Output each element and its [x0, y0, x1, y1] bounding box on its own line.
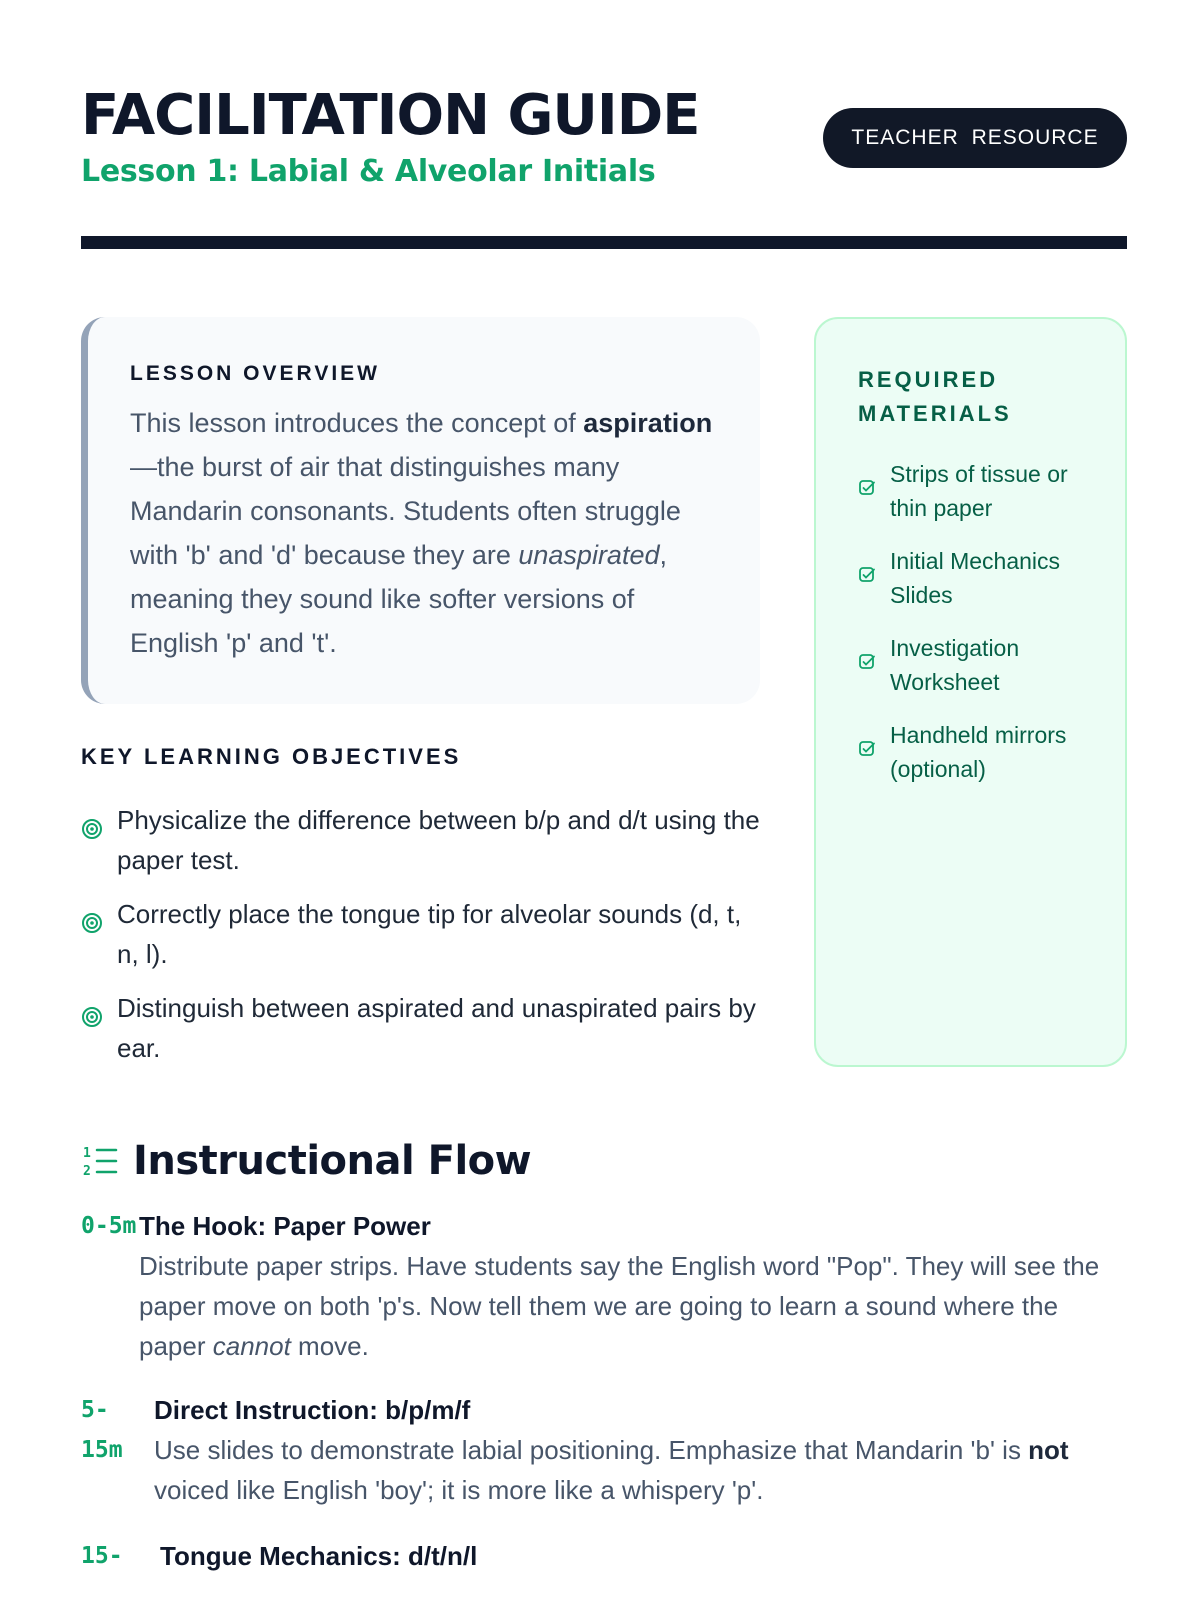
- step-title: Direct Instruction: b/p/m/f: [154, 1395, 471, 1425]
- material-text: Investigation Worksheet: [890, 635, 1020, 695]
- step-time: 15-: [81, 1543, 123, 1569]
- objectives-heading: KEY LEARNING OBJECTIVES: [81, 744, 462, 769]
- materials-heading: REQUIRED MATERIALS: [858, 367, 1012, 426]
- step-body: [154, 1390, 1127, 1510]
- step-desc-text-end: move.: [290, 1331, 369, 1361]
- step-body: [160, 1536, 1127, 1576]
- overview-heading: LESSON OVERVIEW: [130, 362, 380, 385]
- aspiration-term: aspiration: [583, 408, 713, 438]
- target-icon: [81, 1006, 103, 1028]
- checkbox-icon: [858, 653, 876, 671]
- step-time: 0-5m: [81, 1213, 137, 1239]
- material-item: [858, 718, 1095, 786]
- objective-item: [81, 800, 761, 880]
- checkbox-icon: [858, 566, 876, 584]
- required-materials-card: [814, 317, 1127, 1067]
- numbered-list-icon: [81, 1142, 119, 1180]
- overview-text-middle: —the burst of air that distinguishes many Mandarin consonants. Students often struggle with 'b' and 'd' because they are: [130, 452, 681, 570]
- objectives-list: [81, 800, 761, 1082]
- step-title: Tongue Mechanics: d/t/n/l: [160, 1541, 478, 1571]
- objective-text: Correctly place the tongue tip for alveolar sounds (d, t, n, l).: [117, 899, 742, 969]
- flow-step: [81, 1536, 1127, 1596]
- instructional-flow-header: [81, 1138, 531, 1184]
- lesson-subtitle: Lesson 1: Labial & Alveolar Initials: [81, 154, 656, 189]
- page-title: FACILITATION GUIDE: [81, 83, 700, 148]
- step-body: [139, 1206, 1127, 1366]
- material-text: Strips of tissue or thin paper: [890, 461, 1068, 521]
- material-item: [858, 544, 1095, 612]
- objective-item: [81, 988, 761, 1068]
- checkbox-icon: [858, 740, 876, 758]
- lesson-overview-card: [81, 317, 760, 704]
- step-title: The Hook: Paper Power: [139, 1211, 431, 1241]
- objective-item: [81, 894, 761, 974]
- header-divider: [81, 236, 1127, 249]
- objective-text: Physicalize the difference between b/p and d/t using the paper test.: [117, 805, 760, 875]
- step-desc-text: Use slides to demonstrate labial positioning. Emphasize that Mandarin 'b' is: [154, 1435, 1029, 1465]
- materials-list: [858, 457, 1095, 786]
- flow-step: [81, 1390, 1127, 1505]
- step-desc-text: Distribute paper strips. Have students say the English word "Pop". They will see the paper move on both 'p's. Now tell them we are going to learn a sound where the paper: [139, 1251, 1100, 1361]
- material-text: Handheld mirrors (optional): [890, 722, 1067, 782]
- step-time: 5-15m: [81, 1397, 123, 1463]
- step-desc-text-end: voiced like English 'boy'; it is more like a whispery 'p'.: [154, 1475, 764, 1505]
- target-icon: [81, 912, 103, 934]
- flow-step: [81, 1206, 1127, 1361]
- step-description: [154, 1430, 1127, 1510]
- step-description: [139, 1246, 1127, 1366]
- svg-text:2: 2: [83, 1164, 91, 1179]
- instructional-flow-title: Instructional Flow: [133, 1138, 532, 1184]
- material-item: [858, 631, 1095, 699]
- svg-text:1: 1: [83, 1146, 91, 1161]
- target-icon: [81, 818, 103, 840]
- unaspirated-term: unaspirated: [518, 540, 660, 570]
- teacher-resource-badge: TEACHER RESOURCE: [823, 108, 1127, 168]
- step-desc-emphasis: cannot: [212, 1331, 291, 1361]
- overview-text-end: , meaning they sound like softer versions of English 'p' and 't'.: [130, 540, 667, 658]
- checkbox-icon: [858, 479, 876, 497]
- objective-text: Distinguish between aspirated and unaspirated pairs by ear.: [117, 993, 756, 1063]
- material-text: Initial Mechanics Slides: [890, 548, 1061, 608]
- material-item: [858, 457, 1095, 525]
- overview-text: [130, 401, 718, 665]
- step-desc-emphasis: not: [1028, 1435, 1069, 1465]
- overview-text-start: This lesson introduces the concept of: [130, 408, 584, 438]
